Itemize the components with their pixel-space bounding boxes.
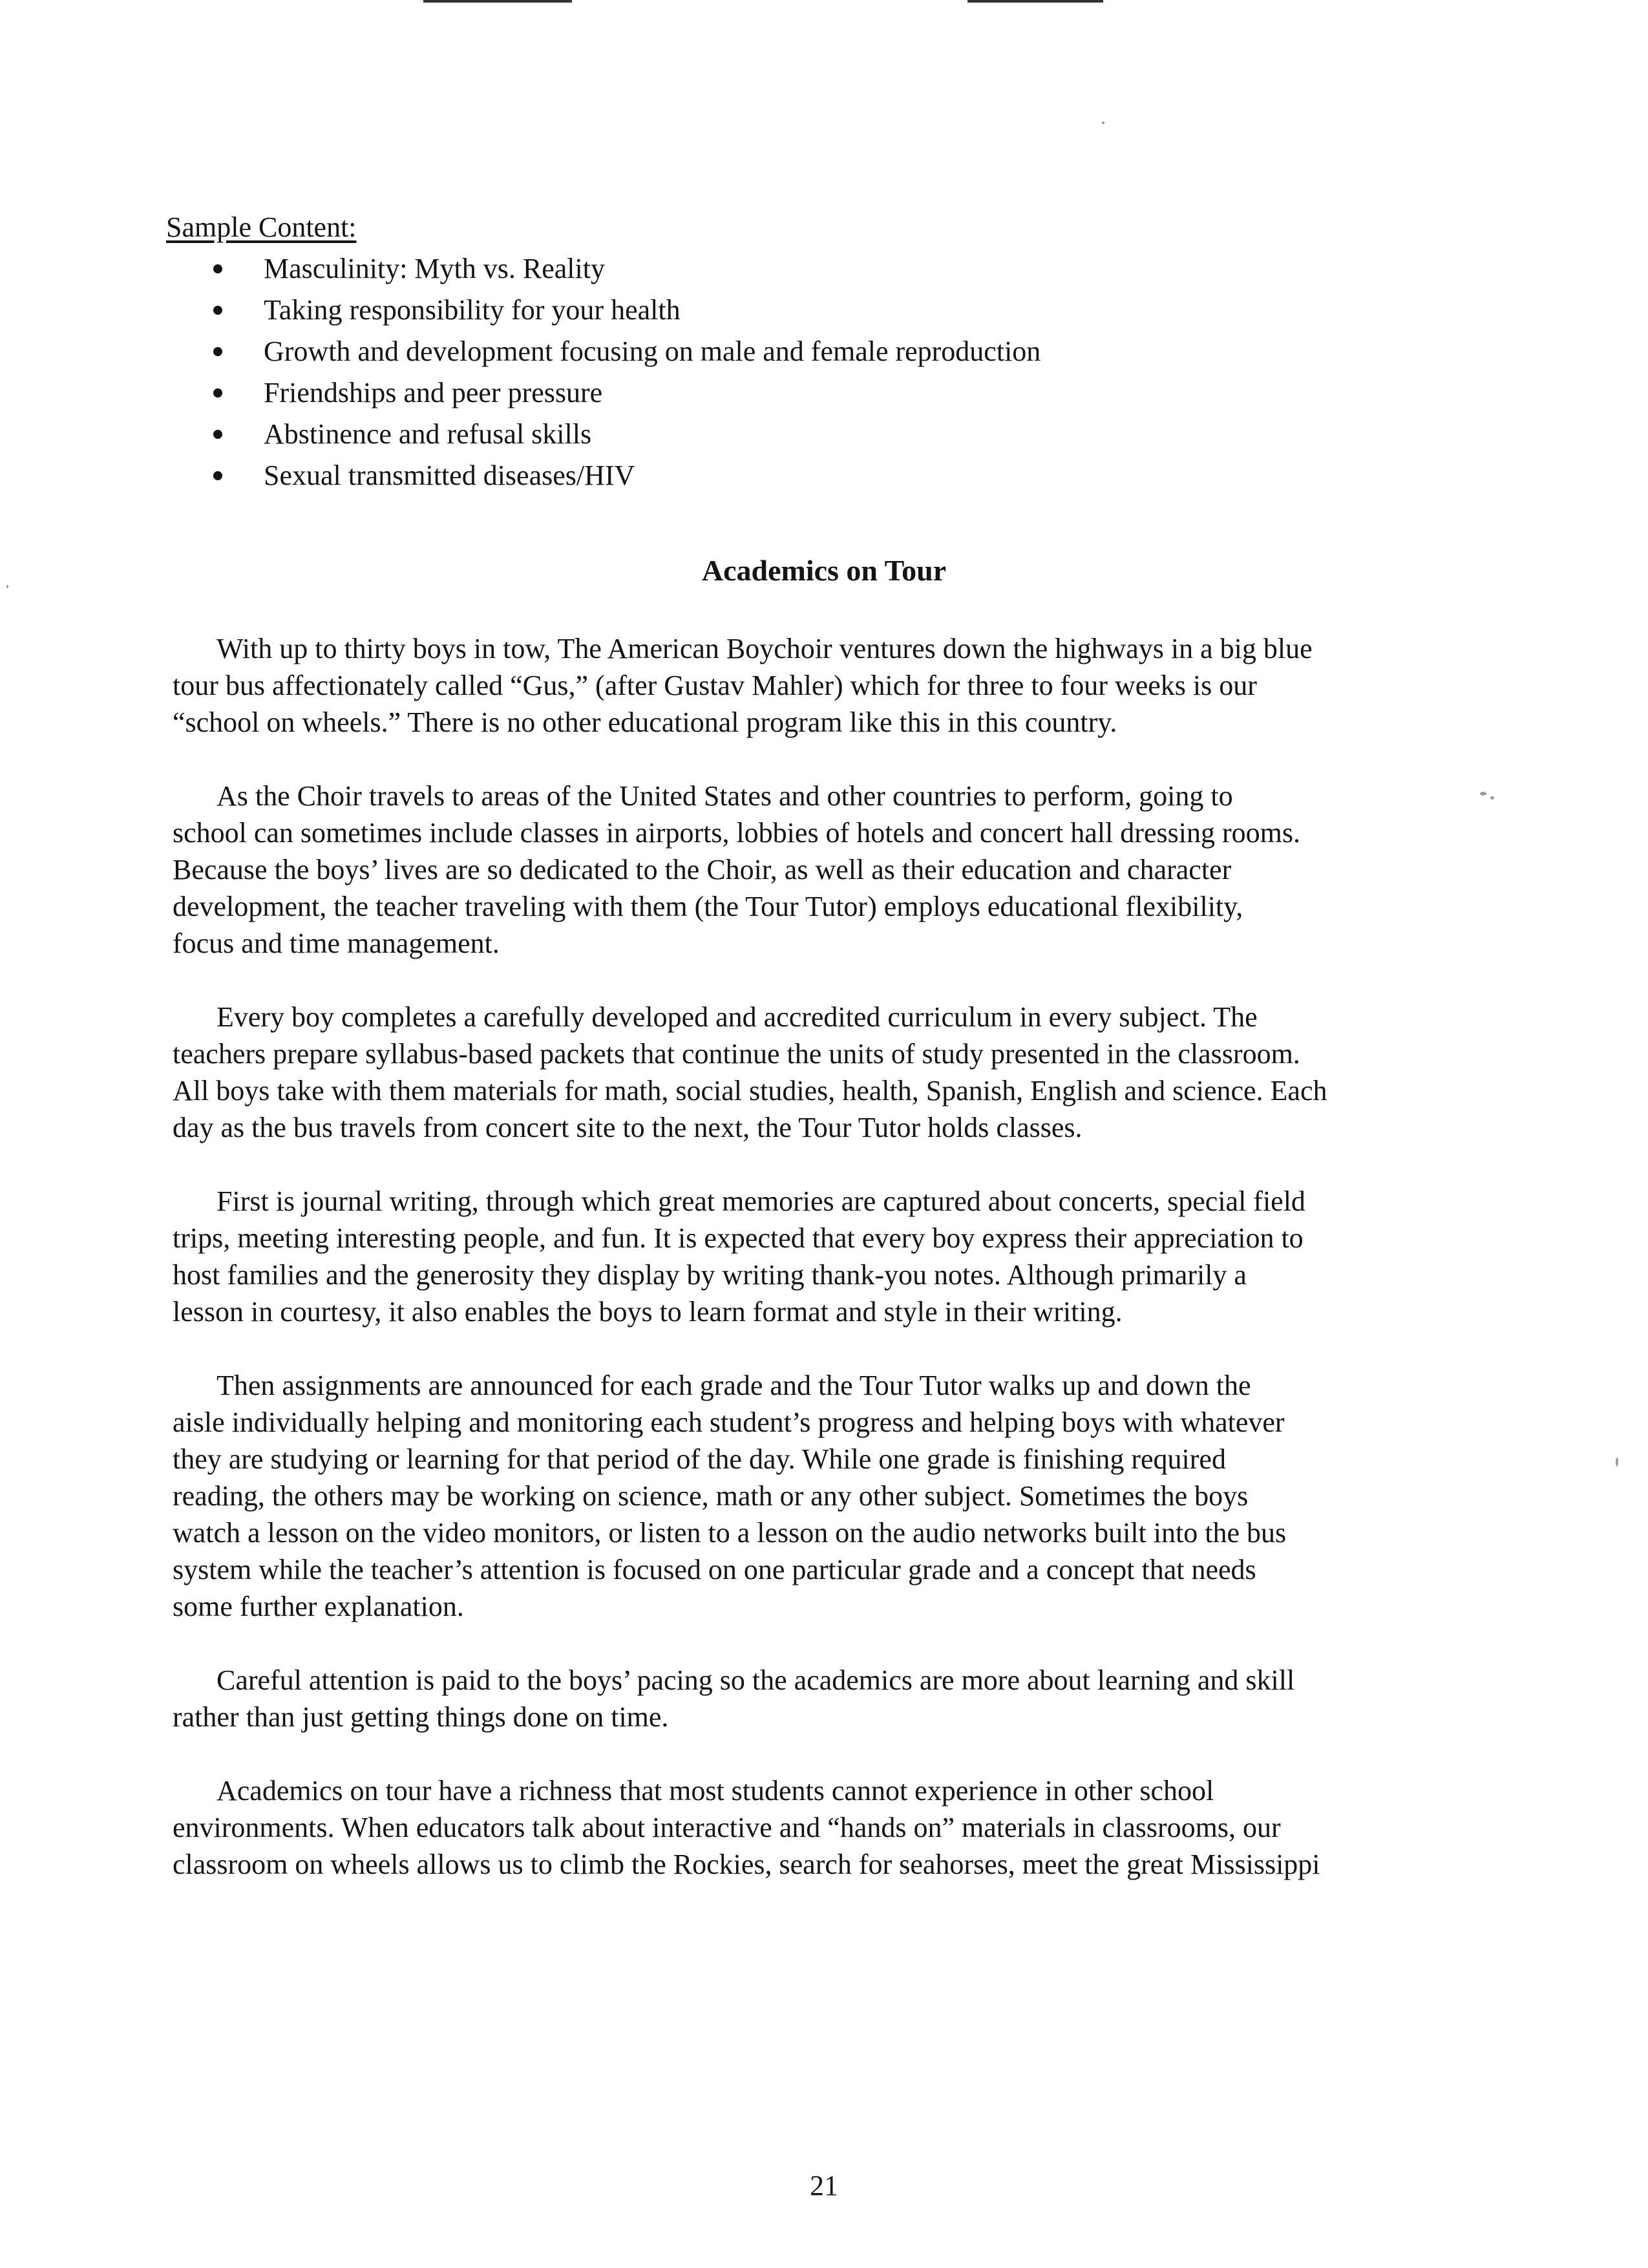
list-item: Growth and development focusing on male and female reproduction (213, 331, 1041, 372)
text-line: Careful attention is paid to the boys’ pacing so the academics are more about learning and skill (217, 1664, 1295, 1696)
text-line: development, the teacher traveling with them (the Tour Tutor) employs educational flexibility, (173, 891, 1243, 922)
text-line: teachers prepare syllabus-based packets that continue the units of study presented in the classroom. (173, 1038, 1300, 1070)
text-line: some further explanation. (173, 1591, 464, 1622)
text-line: host families and the generosity they display by writing thank-you notes. Although primarily a (173, 1259, 1247, 1291)
paragraph (173, 999, 1465, 1146)
text-line: “school on wheels.” There is no other educational program like this in this country. (173, 706, 1117, 738)
bullet-icon (213, 471, 222, 480)
text-line: they are studying or learning for that period of the day. While one grade is finishing required (173, 1443, 1226, 1475)
text-line: reading, the others may be working on science, math or any other subject. Sometimes the boys (173, 1480, 1249, 1512)
text-line: Every boy completes a carefully developed and accredited curriculum in every subject. The (217, 1001, 1258, 1033)
text-line: Because the boys’ lives are so dedicated to the Choir, as well as their education and character (173, 854, 1232, 885)
text-line: Academics on tour have a richness that most students cannot experience in other school (217, 1775, 1214, 1807)
text-line: With up to thirty boys in tow, The American Boychoir ventures down the highways in a big blue (217, 633, 1313, 664)
paragraph (173, 1367, 1465, 1625)
bullet-icon (213, 388, 222, 397)
text-line: system while the teacher’s attention is focused on one particular grade and a concept that needs (173, 1554, 1256, 1585)
list-item: Masculinity: Myth vs. Reality (213, 248, 1041, 290)
section-title: Academics on Tour (701, 554, 947, 587)
text-line: lesson in courtesy, it also enables the boys to learn format and style in their writing. (173, 1296, 1123, 1328)
text-line: aisle individually helping and monitoring each student’s progress and helping boys with whatever (173, 1406, 1285, 1438)
page-number: 21 (810, 2170, 838, 2201)
paragraph (173, 1183, 1465, 1330)
scan-speck (1102, 122, 1104, 124)
scan-speck (1490, 796, 1494, 800)
text-line: First is journal writing, through which great memories are captured about concerts, special field (217, 1185, 1305, 1217)
text-line: watch a lesson on the video monitors, or listen to a lesson on the audio networks built into the bus (173, 1517, 1287, 1549)
bullet-icon (213, 430, 222, 439)
text-line: trips, meeting interesting people, and fun. It is expected that every boy express their appreciation to (173, 1222, 1304, 1254)
paragraph (173, 1772, 1465, 1883)
text-line: school can sometimes include classes in airports, lobbies of hotels and concert hall dressing rooms. (173, 817, 1300, 849)
paragraph (173, 630, 1465, 741)
list-item: Taking responsibility for your health (213, 290, 1041, 331)
sample-content-list (213, 248, 1041, 496)
list-item: Abstinence and refusal skills (213, 414, 1041, 455)
bullet-icon (213, 347, 222, 356)
scan-top-rule-left (423, 0, 572, 3)
text-line: classroom on wheels allows us to climb the Rockies, search for seahorses, meet the great Mississippi (173, 1849, 1320, 1880)
scan-speck (1616, 1457, 1618, 1467)
text-line: day as the bus travels from concert site to the next, the Tour Tutor holds classes. (173, 1112, 1083, 1143)
text-line: All boys take with them materials for math, social studies, health, Spanish, English and science. Each (173, 1075, 1327, 1107)
paragraph (173, 1662, 1465, 1735)
scan-speck (1480, 792, 1486, 796)
text-line: environments. When educators talk about interactive and “hands on” materials in classrooms, our (173, 1812, 1281, 1843)
section-body (173, 630, 1465, 1920)
text-line: As the Choir travels to areas of the United States and other countries to perform, going to (217, 780, 1233, 812)
bullet-icon (213, 306, 222, 315)
paragraph (173, 778, 1465, 962)
text-line: Then assignments are announced for each grade and the Tour Tutor walks up and down the (217, 1370, 1251, 1401)
list-item: Friendships and peer pressure (213, 372, 1041, 414)
list-item: Sexual transmitted diseases/HIV (213, 455, 1041, 496)
text-line: focus and time management. (173, 927, 500, 959)
text-line: rather than just getting things done on time. (173, 1701, 669, 1733)
scan-speck (6, 585, 8, 588)
text-line: tour bus affectionately called “Gus,” (after Gustav Mahler) which for three to four weeks is our (173, 670, 1257, 701)
scan-top-rule-right (967, 0, 1103, 3)
sample-content-label: Sample Content: (166, 211, 357, 243)
bullet-icon (213, 264, 222, 273)
